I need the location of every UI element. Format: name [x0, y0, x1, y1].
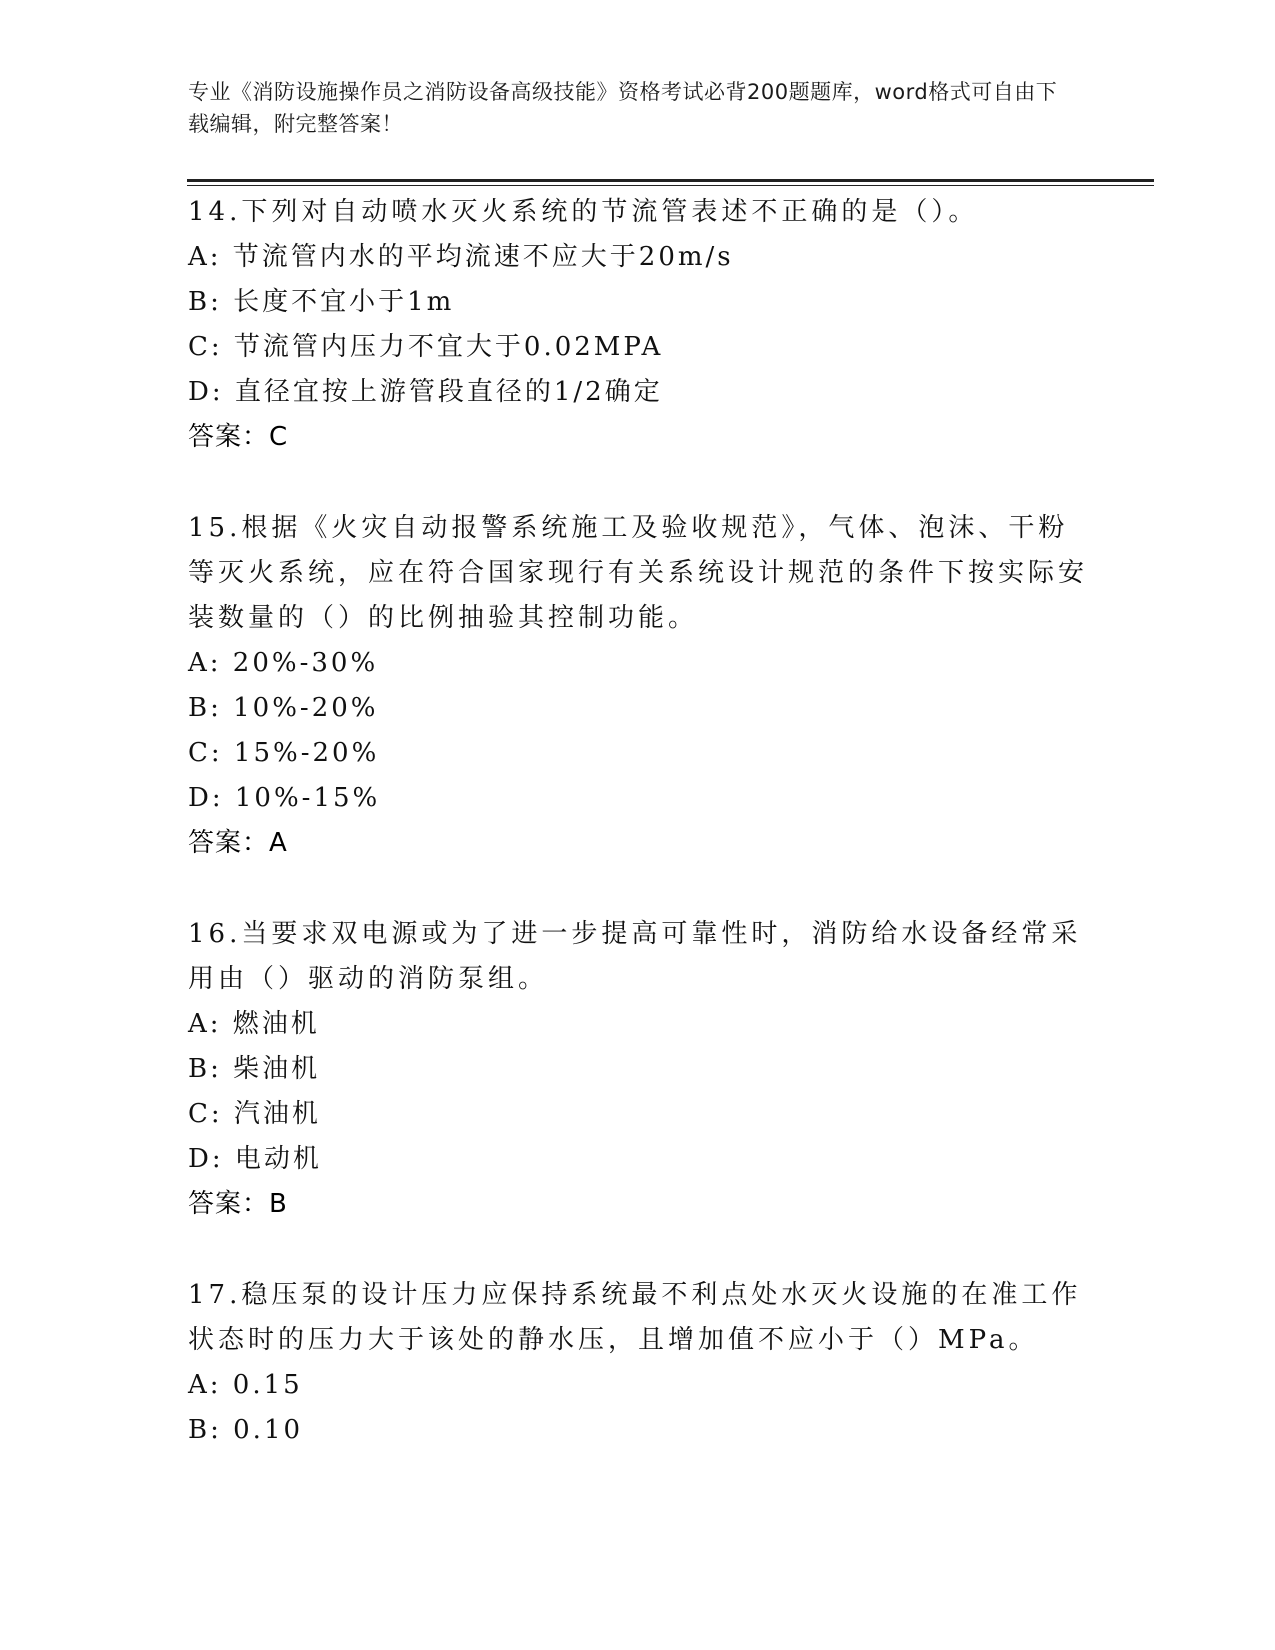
option-c: C: 节流管内压力不宜大于0.02MPA — [188, 332, 664, 362]
question-stem: 15.根据《火灾自动报警系统施工及验收规范》，气体、泡沫、干粉等灭火系统，应在符合国家现行有关系统设计规范的条件下按实际安装数量的（）的比例抽验其控制功能。 — [188, 513, 1089, 633]
question-stem: 16.当要求双电源或为了进一步提高可靠性时，消防给水设备经常采用由（）驱动的消防泵组。 — [188, 919, 1082, 994]
option-d: D: 电动机 — [188, 1144, 322, 1174]
answer-line: 答案：A — [188, 828, 288, 858]
question-16 — [188, 912, 1088, 1227]
option-d: D: 直径宜按上游管段直径的1/2确定 — [188, 377, 663, 407]
option-c: C: 汽油机 — [188, 1099, 321, 1129]
header-divider-thin — [187, 185, 1154, 186]
question-14 — [188, 190, 1088, 460]
answer-line: 答案：C — [188, 422, 289, 452]
option-b: B: 0.10 — [188, 1415, 304, 1445]
option-b: B: 长度不宜小于1m — [188, 287, 455, 317]
question-stem: 17.稳压泵的设计压力应保持系统最不利点处水灭火设施的在准工作状态时的压力大于该处的静水压，且增加值不应小于（）MPa。 — [188, 1280, 1082, 1355]
answer-line: 答案：B — [188, 1189, 288, 1219]
option-c: C: 15%-20% — [188, 738, 380, 768]
option-b: B: 柴油机 — [188, 1054, 321, 1084]
header-divider-thick — [187, 179, 1154, 182]
question-17 — [188, 1273, 1088, 1453]
document-header: 专业《消防设施操作员之消防设备高级技能》资格考试必背200题题库，word格式可自由下载编辑，附完整答案！ — [188, 80, 1058, 136]
question-15 — [188, 506, 1088, 866]
option-a: A: 0.15 — [188, 1370, 303, 1400]
option-a: A: 燃油机 — [188, 1009, 320, 1039]
question-list — [188, 190, 1088, 1499]
option-a: A: 20%-30% — [188, 648, 379, 678]
question-stem: 14.下列对自动喷水灭火系统的节流管表述不正确的是（）。 — [188, 197, 979, 227]
option-d: D: 10%-15% — [188, 783, 381, 813]
option-a: A: 节流管内水的平均流速不应大于20m/s — [188, 242, 734, 272]
option-b: B: 10%-20% — [188, 693, 379, 723]
